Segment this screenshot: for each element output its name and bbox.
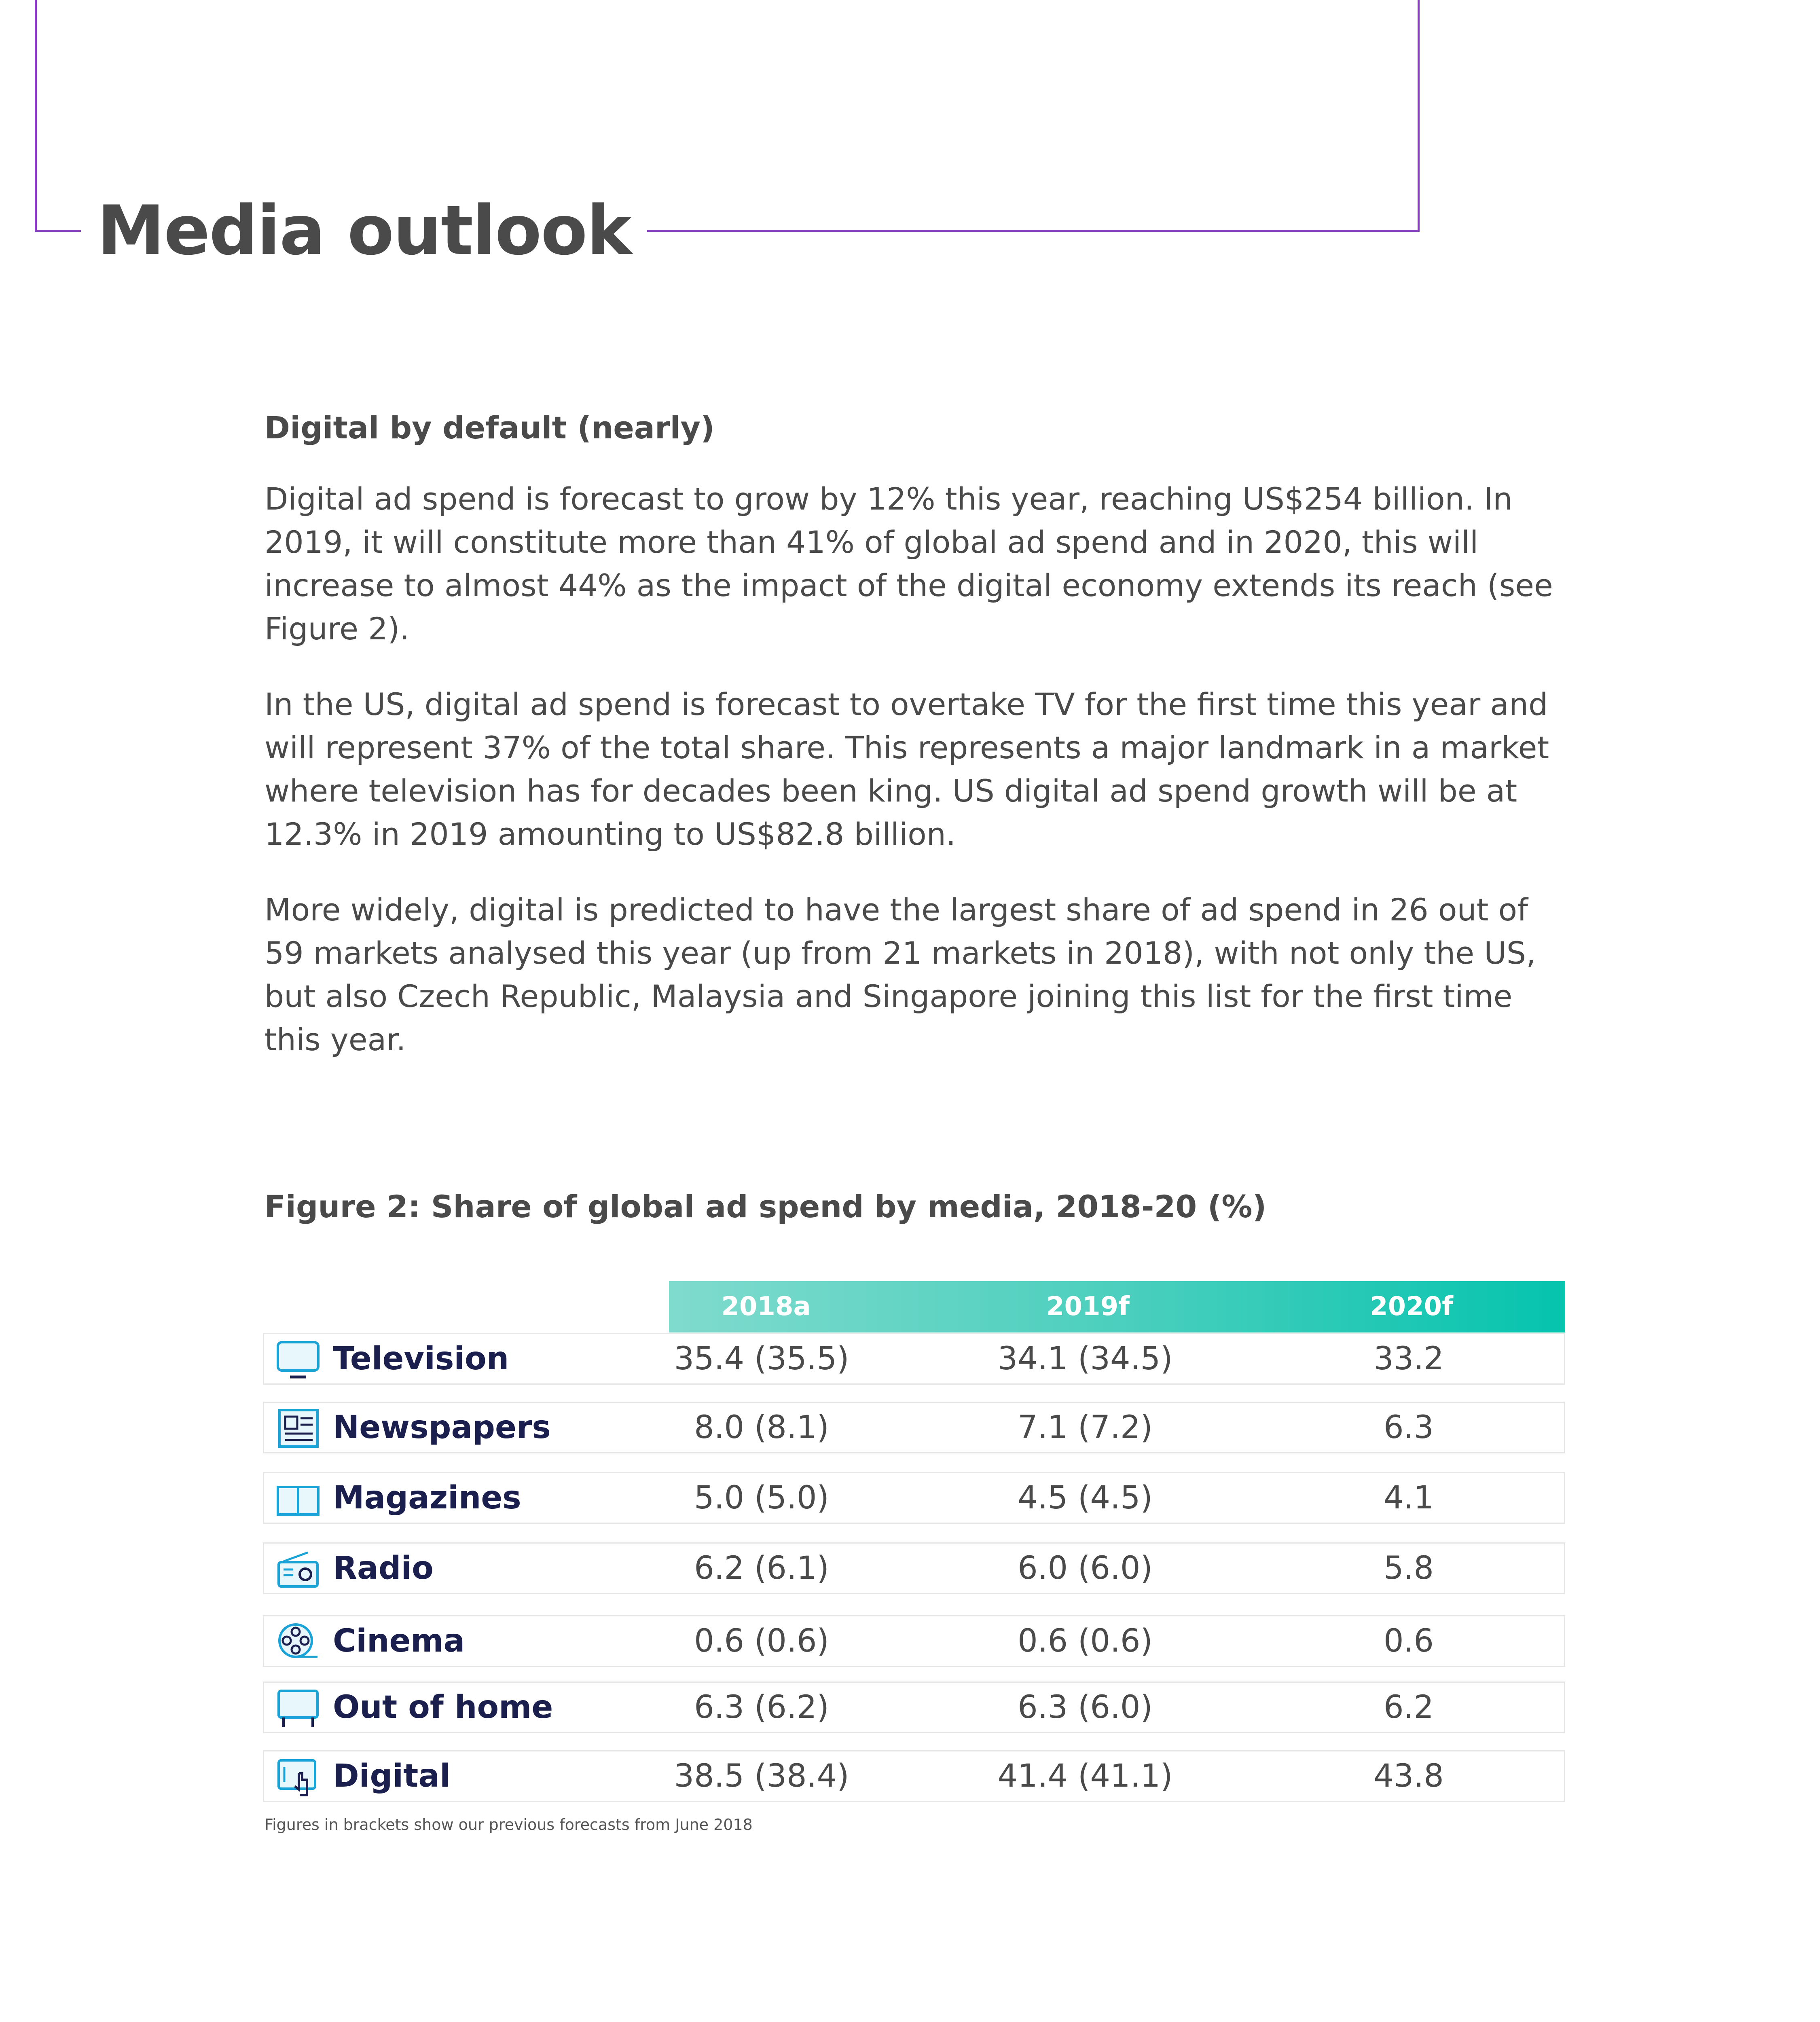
value-2020: 6.2 [1383, 1689, 1434, 1726]
value-2018: 6.3 (6.2) [694, 1689, 829, 1726]
value-2019: 34.1 (34.5) [997, 1341, 1173, 1377]
value-2018: 8.0 (8.1) [694, 1409, 829, 1446]
column-header-2020: 2020f [1370, 1292, 1453, 1322]
value-2018: 5.0 (5.0) [694, 1480, 829, 1516]
table-row [263, 1681, 1565, 1733]
value-2020: 4.1 [1383, 1480, 1434, 1516]
value-2019: 6.0 (6.0) [1018, 1550, 1153, 1586]
value-2019: 0.6 (0.6) [1018, 1623, 1153, 1659]
value-2020: 33.2 [1373, 1341, 1444, 1377]
media-label: Television [333, 1341, 509, 1377]
page-title-wrap [81, 190, 647, 271]
media-label: Newspapers [333, 1409, 551, 1446]
value-2018: 35.4 (35.5) [674, 1341, 849, 1377]
media-label: Cinema [333, 1623, 465, 1659]
article-body [265, 408, 1571, 1061]
value-2020: 6.3 [1383, 1409, 1434, 1446]
media-label: Out of home [333, 1689, 553, 1726]
table-row [263, 1750, 1565, 1802]
media-label: Magazines [333, 1480, 521, 1516]
value-2018: 0.6 (0.6) [694, 1623, 829, 1659]
billboard-icon [275, 1688, 321, 1729]
table-row [263, 1615, 1565, 1667]
value-2019: 41.4 (41.1) [997, 1758, 1173, 1794]
value-2020: 5.8 [1383, 1550, 1434, 1586]
table-header [669, 1281, 1565, 1332]
value-2018: 6.2 (6.1) [694, 1550, 829, 1586]
value-2018: 38.5 (38.4) [674, 1758, 849, 1794]
radio-icon [275, 1549, 321, 1590]
newspaper-icon [275, 1409, 321, 1449]
magazine-icon [275, 1479, 321, 1519]
paragraph-3: More widely, digital is predicted to have the largest share of ad spend in 26 out of 59 markets analysed this year (up from 21 markets in 2018), with not only the US, but also Czech Republic, Malaysia and Singapore joining this list for the first time this year. [265, 892, 1536, 1058]
touch-screen-icon [275, 1757, 321, 1798]
column-header-2019: 2019f [1046, 1292, 1130, 1322]
media-label: Digital [333, 1758, 451, 1794]
page-title: Media outlook [97, 191, 631, 270]
table-row [263, 1542, 1565, 1594]
value-2020: 43.8 [1373, 1758, 1444, 1794]
film-reel-icon [275, 1622, 321, 1662]
section-heading: Digital by default (nearly) [265, 410, 715, 446]
value-2019: 6.3 (6.0) [1018, 1689, 1153, 1726]
table-row [263, 1472, 1565, 1524]
value-2020: 0.6 [1383, 1623, 1434, 1659]
figure-note: Figures in brackets show our previous forecasts from June 2018 [265, 1816, 753, 1834]
value-2019: 4.5 (4.5) [1018, 1480, 1153, 1516]
paragraph-2: In the US, digital ad spend is forecast to overtake TV for the first time this year and will represent 37% of the total share. This represents a major landmark in a market where television has for decades been king. US digital ad spend growth will be at 12.3% in 2019 amounting to US$82.8 billion. [265, 686, 1549, 852]
value-2019: 7.1 (7.2) [1018, 1409, 1153, 1446]
media-label: Radio [333, 1550, 434, 1586]
television-icon [275, 1340, 321, 1380]
paragraph-1: Digital ad spend is forecast to grow by 12% this year, reaching US$254 billion. In 2019, it will constitute more than 41% of global ad spend and in 2020, this will increase to almost 44% as the impact of the digital economy extends its reach (see Figure 2). [265, 481, 1553, 647]
table-row [263, 1402, 1565, 1453]
figure-title: Figure 2: Share of global ad spend by media, 2018-20 (%) [265, 1189, 1267, 1225]
table-row [263, 1333, 1565, 1385]
column-header-2018: 2018a [721, 1292, 811, 1322]
